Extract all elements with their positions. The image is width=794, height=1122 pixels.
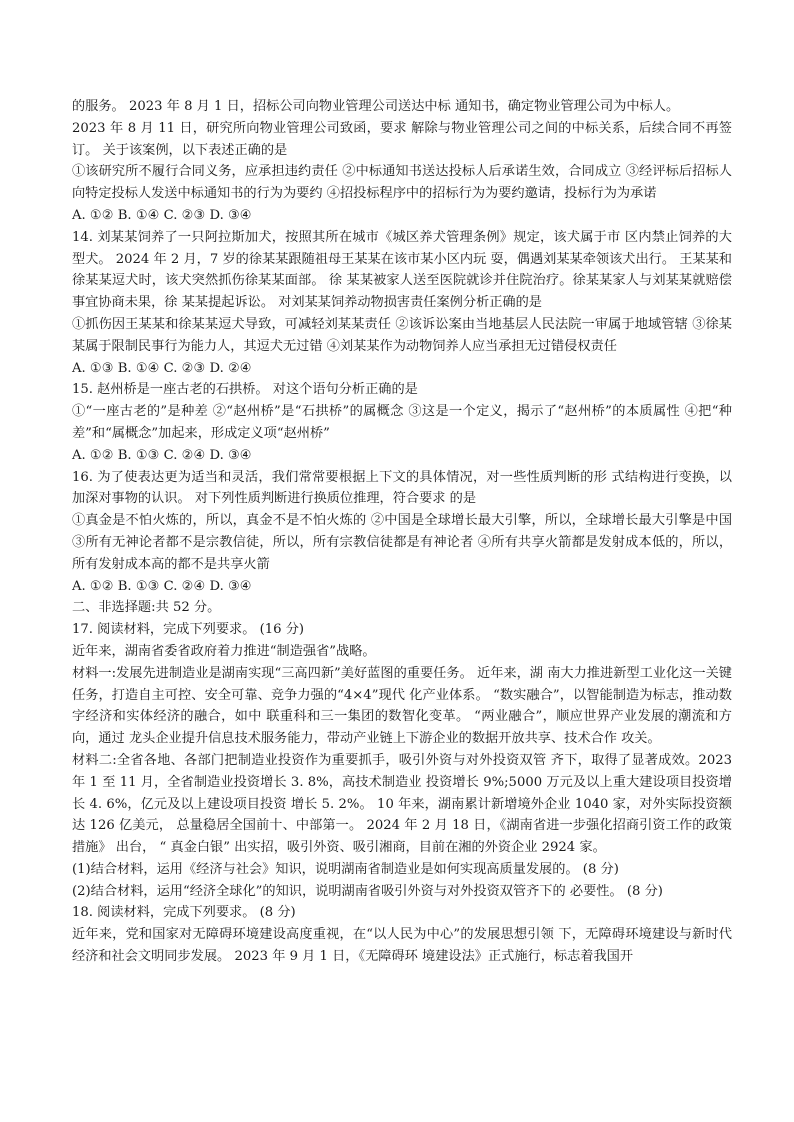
answer-choices: A. ①② B. ①③ C. ②④ D. ③④: [72, 447, 252, 463]
material-two: 材料二:全省各地、各部门把制造业投资作为重要抓手，吸引外资与对外投资双管 齐下，取得了显著成效。2023 年 1 至 11 月，全省制造业投资增长 3. 8%，高技术制造业 投资增长 9%;5000 万元及以上重大建设项目投资增长 4. 6%，亿元及以上建设项目投资 增长 5. 2%。 10 年来，湖南累计新增境外企业 1040 家，对外实际投资额达 126 亿美元， 总量稳居全国前十、中部第一。 2024 年 2 月 18 日，《湖南省进一步强化招商引资工作的政策措施》 出台， “ 真金白银” 出实招，吸引外资、吸引湘商，目前在湘的外资企业 2924 家。: [72, 752, 732, 856]
text-line: 近年来，党和国家对无障碍环境建设高度重视，在“以人民为中心”的发展思想引领 下，无障碍环境建设与新时代经济和社会文明同步发展。 2023 年 9 月 1 日，《无障碍环 境建设法》正式施行，标志着我国开: [72, 927, 732, 965]
question-18: 18. 阅读材料，完成下列要求。 (8 分): [72, 905, 296, 921]
text-line: 的服务。 2023 年 8 月 1 日，招标公司向物业管理公司送达中标 通知书，确定物业管理公司为中标人。: [72, 99, 680, 114]
text-line: 2023 年 8 月 11 日，研究所向物业管理公司致函，要求 解除与物业管理公司之间的中标关系，后续合同不再签订。 关于该案例，以下表述正确的是: [72, 120, 732, 158]
answer-choices: A. ①③ B. ①④ C. ②③ D. ②④: [72, 360, 252, 376]
option-statements: ①抓伤因王某某和徐某某逗犬导致，可减轻刘某某责任 ②该诉讼案由当地基层人民法院一审属于地域管辖 ③徐某某属于限制民事行为能力人，其逗犬无过错 ④刘某某作为动物饲养人应当承担无过错侵权责任: [72, 316, 732, 354]
question-17: 17. 阅读材料，完成下列要求。 (16 分): [72, 622, 305, 638]
sub-question-1: (1)结合材料，运用《经济与社会》知识，说明湖南省制造业是如何实现高质量发展的。 (8 分): [72, 861, 619, 877]
option-statements: ①该研究所不履行合同义务，应承担违约责任 ②中标通知书送达投标人后承诺生效，合同成立 ③经评标后招标人向特定投标人发送中标通知书的行为为要约 ④招投标程序中的招标行为为要约邀请，投标行为为承诺: [72, 164, 732, 202]
sub-question-2: (2)结合材料，运用“经济全球化”的知识，说明湖南省吸引外资与对外投资双管齐下的 必要性。 (8 分): [72, 883, 663, 899]
question-14: 14. 刘某某饲养了一只阿拉斯加犬，按照其所在城市《城区养犬管理条例》规定，该犬属于市 区内禁止饲养的大型犬。 2024 年 2 月，7 岁的徐某某跟随祖母王某某在该市某小区内玩 耍，偶遇刘某某牵领该犬出行。 王某某和徐某某逗犬时，该犬突然抓伤徐某某面部。 徐 某某被家人送至医院就诊并住院治疗。徐某某家人与刘某某就赔偿事宜协商未果，徐 某某提起诉讼。 对刘某某饲养动物损害责任案例分析正确的是: [72, 229, 732, 311]
answer-choices: A. ①② B. ①③ C. ②④ D. ③④: [72, 578, 252, 594]
text-line: 近年来，湖南省委省政府着力推进“制造强省”战略。: [72, 643, 376, 659]
section-heading: 二、非选择题:共 52 分。: [72, 600, 221, 616]
exam-page: [72, 96, 732, 968]
material-one: 材料一:发展先进制造业是湖南实现“三高四新”美好蓝图的重要任务。 近年来，湖 南大力推进新型工业化这一关键任务，打造自主可控、安全可靠、竞争力强的“4×4”现代 化产业体系。 “数实融合”，以智能制造为标志，推动数字经济和实体经济的融合，如中 联重科和三一集团的数智化变革。 “两业融合”，顺应世界产业发展的潮流和方向，通过 龙头企业提升信息技术服务能力，带动产业链上下游企业的数据开放共享、技术合作 攻关。: [72, 665, 732, 747]
question-15: 15. 赵州桥是一座古老的石拱桥。 对这个语句分析正确的是: [72, 382, 418, 398]
question-16: 16. 为了使表达更为适当和灵活，我们常常要根据上下文的具体情况，对一些性质判断的形 式结构进行变换，以加深对事物的认识。 对下列性质判断进行换质位推理，符合要求 的是: [72, 469, 732, 507]
option-statements: ①“一座古老的”是种差 ②“赵州桥”是“石拱桥”的属概念 ③这是一个定义，揭示了“赵州桥”的本质属性 ④把“种差”和“属概念”加起来，形成定义项“赵州桥”: [72, 404, 732, 441]
answer-choices: A. ①② B. ①④ C. ②③ D. ③④: [72, 207, 252, 223]
option-statements: ①真金是不怕火炼的，所以，真金不是不怕火炼的 ②中国是全球增长最大引擎，所以，全球增长最大引擎是中国 ③所有无神论者都不是宗教信徒，所以，所有宗教信徒都是有神论者 ④所有共享火箭都是发射成本低的，所以，所有发射成本高的都不是共享火箭: [72, 513, 732, 572]
